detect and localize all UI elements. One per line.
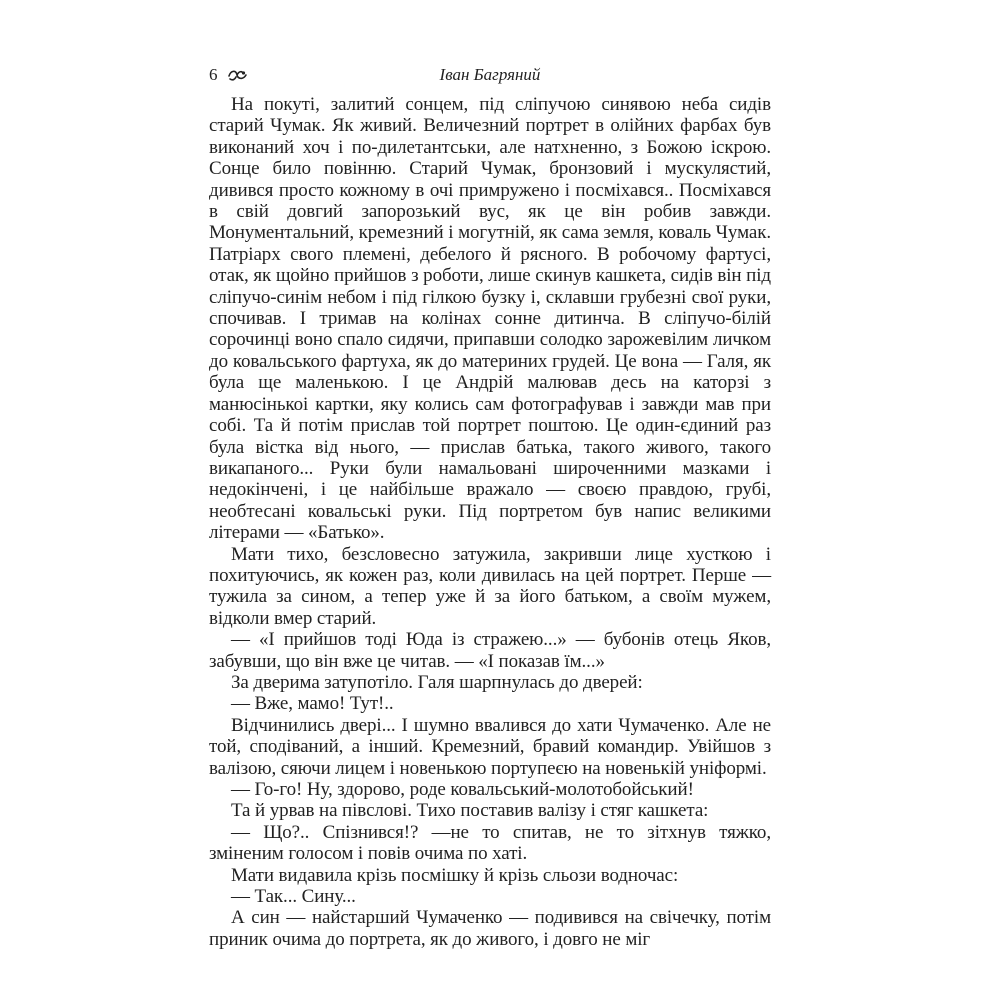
book-page <box>209 58 771 950</box>
paragraph: А син — найстарший Чумаченко — подивився на свічечку, потім приник очима до портрета, як до живого, і довго не міг <box>209 907 771 950</box>
paragraph: — Так... Сину... <box>231 886 356 908</box>
page-number: 6 <box>209 65 218 84</box>
body-text <box>209 94 771 950</box>
paragraph: За дверима затупотіло. Галя шарпнулась до дверей: <box>231 671 643 693</box>
paragraph: — Го-го! Ну, здорово, роде ковальський-молотобойський! <box>231 779 694 800</box>
paragraph: На покуті, залитий сонцем, під сліпучою синявою неба сидів старий Чумак. Як живий. Величезний портрет в олійних фарбах був виконаний хоч і по-дилетантськи, але натхненно, з Божою іскрою. Сонце било повінню. Старий Чумак, бронзовий і мускулястий, дивився просто кожному в очі примружено і посміхався.. Посміхався в свій довгий запорозький вус, як це він робив завжди. Монументальний, кремезний і могутній, як сама земля, коваль Чумак. Патріарх свого племені, дебелого й рясного. В робочому фартусі, отак, як щойно прийшов з роботи, лише скинув кашкета, сидів він під сліпучо-синім небом і під гілкою бузку і, склавши грубезні свої руки, спочивав. І тримав на колінах сонне дитинча. В сліпучо-білій сорочинці воно спало сидячи, припавши солодко зарожевілим личком до ковальського фартуха, як до материних грудей. Це вона — Галя, як була ще маленькою. І це Андрій малював десь на каторзі з манюсінькоі картки, яку колись сам фотографував і завжди мав при собі. Та й потім прислав той портрет поштою. Це один-єдиний раз була вістка від нього, — прислав батька, такого живого, такого викапаного... Руки були намальовані широченними мазками і недокінчені, і це найбільше вражало — своєю правдою, грубі, необтесані ковальські руки. Під портретом був напис великими літерами — «Батько». <box>209 94 771 544</box>
paragraph: — Що?.. Спізнився!? —не то спитав, не то зітхнув тяжко, зміненим голосом і повів очима по хаті. <box>209 821 771 865</box>
paragraph: Та й урвав на півслові. Тихо поставив валізу і стяг кашкета: <box>231 800 709 822</box>
running-head-author: Іван Багряний <box>439 65 541 84</box>
paragraph: Мати тихо, безсловесно затужила, закривши лице хусткою і похитуючись, як кожен раз, коли дивилась на цей портрет. Перше — тужила за сином, а тепер уже й за його батьком, а своїм мужем, відколи вмер старий. <box>209 543 771 629</box>
page-header <box>209 58 771 92</box>
paragraph: Відчинились двері... І шумно ввалився до хати Чумаченко. Але не той, сподіваний, а інший. Кремезний, бравий командир. Увійшов з валізою, сяючи лицем і новенькою портупеєю на новенькій уніформі. <box>209 714 771 779</box>
paragraph: — «І прийшов тоді Юда із стражею...» — бубонів отець Яков, забувши, що він вже це читав. — «І показав їм...» <box>209 629 771 672</box>
paragraph: — Вже, мамо! Тут!.. <box>231 693 394 715</box>
paragraph: Мати видавила крізь посмішку й крізь сльози водночас: <box>231 864 679 886</box>
